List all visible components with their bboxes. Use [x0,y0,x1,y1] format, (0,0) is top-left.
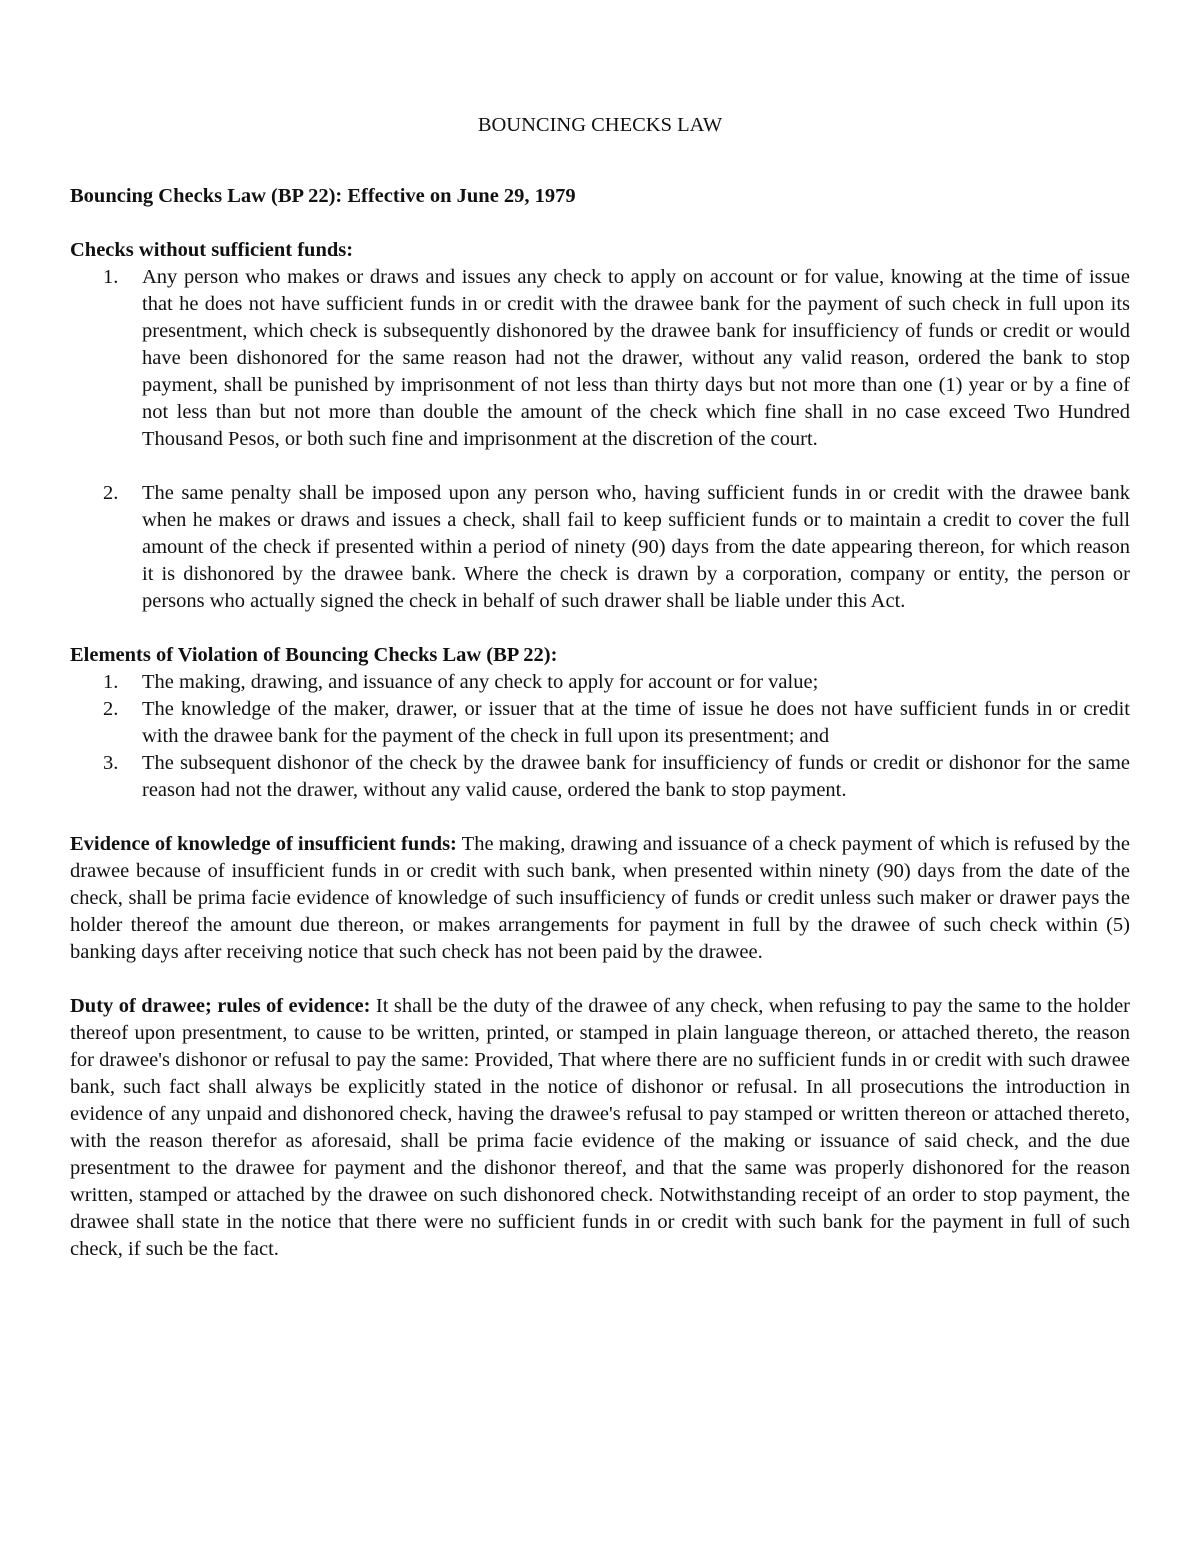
list-item [70,480,1130,615]
section-checks-without-funds [70,237,1130,615]
paragraph-text: The making, drawing and issuance of a check payment of which is refused by the drawee because of insufficient funds in or credit with such bank, when presented within ninety (90) days from the date of the check, shall be prima facie evidence of knowledge of such insufficiency of funds or credit unless such maker or drawer pays the holder thereof the amount due thereon, or makes arrangements for payment in full by the drawee of such check within (5) banking days after receiving notice that such check has not been paid by the drawee. [70,833,1130,963]
list-item-text: The subsequent dishonor of the check by the drawee bank for insufficiency of funds or credit or dishonor for the same reason had not the drawer, without any valid cause, ordered the bank to stop payment. [142,752,1130,801]
list-item-text: Any person who makes or draws and issues any check to apply on account or for value, knowing at the time of issue that he does not have sufficient funds in or credit with the drawee bank for the payment of such check in full upon its presentment, which check is subsequently dishonored by the drawee bank for insufficiency of funds or credit or would have been dishonored for the same reason had not the drawer, without any valid reason, ordered the bank to stop payment, shall be punished by imprisonment of not less than thirty days but not more than one (1) year or by a fine of not less than but not more than double the amount of the check which fine shall in no case exceed Two Hundred Thousand Pesos, or both such fine and imprisonment at the discretion of the court. [142,266,1130,450]
list-item [70,750,1130,804]
section-heading: Checks without sufficient funds: [70,239,354,261]
numbered-list [70,669,1130,804]
list-item [70,696,1130,750]
section-heading: Elements of Violation of Bouncing Checks Law (BP 22): [70,644,558,666]
list-number: 1. [103,266,119,288]
list-number: 3. [103,752,119,774]
list-item-text: The making, drawing, and issuance of any check to apply for account or for value; [142,671,819,693]
section-evidence-of-knowledge [70,831,1130,966]
list-number: 2. [103,482,119,504]
list-item-text: The knowledge of the maker, drawer, or issuer that at the time of issue he does not have sufficient funds in or credit with the drawee bank for the payment of the check in full upon its presentment; and [142,698,1130,747]
list-item [70,669,1130,696]
document-title: BOUNCING CHECKS LAW [477,114,723,136]
list-item [70,264,1130,453]
list-number: 2. [103,698,119,720]
numbered-list [70,264,1130,615]
document-subtitle: Bouncing Checks Law (BP 22): Effective on June 29, 1979 [70,185,576,207]
list-item-text: The same penalty shall be imposed upon any person who, having sufficient funds in or credit with the drawee bank when he makes or draws and issues a check, shall fail to keep sufficient funds or to maintain a credit to cover the full amount of the check if presented within a period of ninety (90) days from the date appearing thereon, for which reason it is dishonored by the drawee bank. Where the check is drawn by a corporation, company or entity, the person or persons who actually signed the check in behalf of such drawer shall be liable under this Act. [142,482,1130,612]
paragraph-heading: Evidence of knowledge of insufficient funds: [70,833,457,855]
section-duty-of-drawee [70,993,1130,1263]
paragraph-text: It shall be the duty of the drawee of any check, when refusing to pay the same to the holder thereof upon presentment, to cause to be written, printed, or stamped in plain language thereon, or attached thereto, the reason for drawee's dishonor or refusal to pay the same: Provided, That where there are no sufficient funds in or credit with such drawee bank, such fact shall always be explicitly stated in the notice of dishonor or refusal. In all prosecutions the introduction in evidence of any unpaid and dishonored check, having the drawee's refusal to pay stamped or written thereon or attached thereto, with the reason therefor as aforesaid, shall be prima facie evidence of the making or issuance of said check, and the due presentment to the drawee for payment and the dishonor thereof, and that the same was properly dishonored for the reason written, stamped or attached by the drawee on such dishonored check. Notwithstanding receipt of an order to stop payment, the drawee shall state in the notice that there were no sufficient funds in or credit with such bank for the payment in full of such check, if such be the fact. [70,995,1130,1260]
document-page [70,112,1130,1263]
section-elements-of-violation [70,642,1130,804]
list-number: 1. [103,671,119,693]
paragraph-heading: Duty of drawee; rules of evidence: [70,995,371,1017]
